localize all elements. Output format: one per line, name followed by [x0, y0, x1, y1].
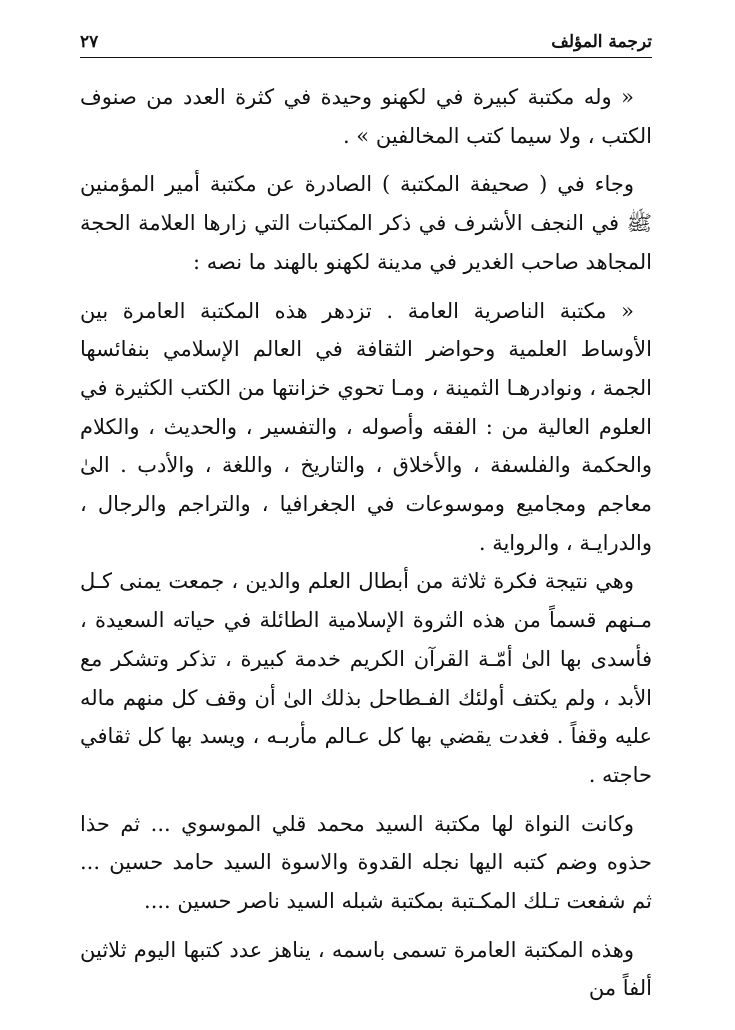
- paragraph-6: وهذه المكتبة العامرة تسمى باسمه ، يناهز عدد كتبها اليوم ثلاثين ألفاً من: [80, 937, 652, 1001]
- paragraph-3: « مكتبة الناصرية العامة . تزدهر هذه المكتبة العامرة بين الأوساط العلمية وحواضر الثقافة في العالم الإسلامي بنفائسها الجمة ، ونوادرهـا الثمينة ، ومـا تحوي خزانتها من الكتب الكثيرة في العلوم العالية من : الفقه وأصوله ، والتفسير ، والحديث ، والكلام والحكمة والفلسفة ، والأخلاق ، والتاريخ ، واللغة ، والأدب . الىٰ معاجم ومجاميع وموسوعات في الجغرافيا ، والتراجم والرجال ، والدرايـة ، والرواية .: [80, 298, 652, 555]
- paragraph-4: وهي نتيجة فكرة ثلاثة من أبطال العلم والدين ، جمعت يمنى كـل مـنهم قسماً من هذه الثروة الإسلامية الطائلة في حياته السعيدة ، فأسدى بها الىٰ أمّـة القرآن الكريم خدمة كبيرة ، تذكر وتشكر مع الأبد ، ولم يكتف أولئك الفـطاحل بذلك الىٰ أن وقف كل منهم ماله عليه وقفاً . فغدت يقضي بها كل عـالم مأربـه ، ويسد بها كل ثقافي حاجته .: [80, 569, 652, 787]
- paragraph-5: وكانت النواة لها مكتبة السيد محمد قلي الموسوي ... ثم حذا حذوه وضم كتبه اليها نجله القدوة والاسوة السيد حامد حسين ... ثم شفعت تـلك المكـتبة بمكتبة شبله السيد ناصر حسين ....: [80, 811, 652, 914]
- page-number: ٢٧: [80, 32, 99, 52]
- header-title: ترجمة المؤلف: [551, 32, 652, 52]
- paragraph-1: « وله مكتبة كبيرة في لكهنو وحيدة في كثرة العدد من صنوف الكتب ، ولا سيما كتب المخالفين » .: [80, 85, 652, 148]
- paragraph-2: وجاء في ( صحيفة المكتبة ) الصادرة عن مكتبة أمير المؤمنين ﷺ في النجف الأشرف في ذكر المكتبات التي زارها العلامة الحجة المجاهد صاحب الغدير في مدينة لكهنو بالهند ما نصه :: [80, 172, 652, 274]
- header-divider: [80, 57, 652, 58]
- body-text: [80, 78, 652, 1008]
- running-header: [80, 28, 652, 56]
